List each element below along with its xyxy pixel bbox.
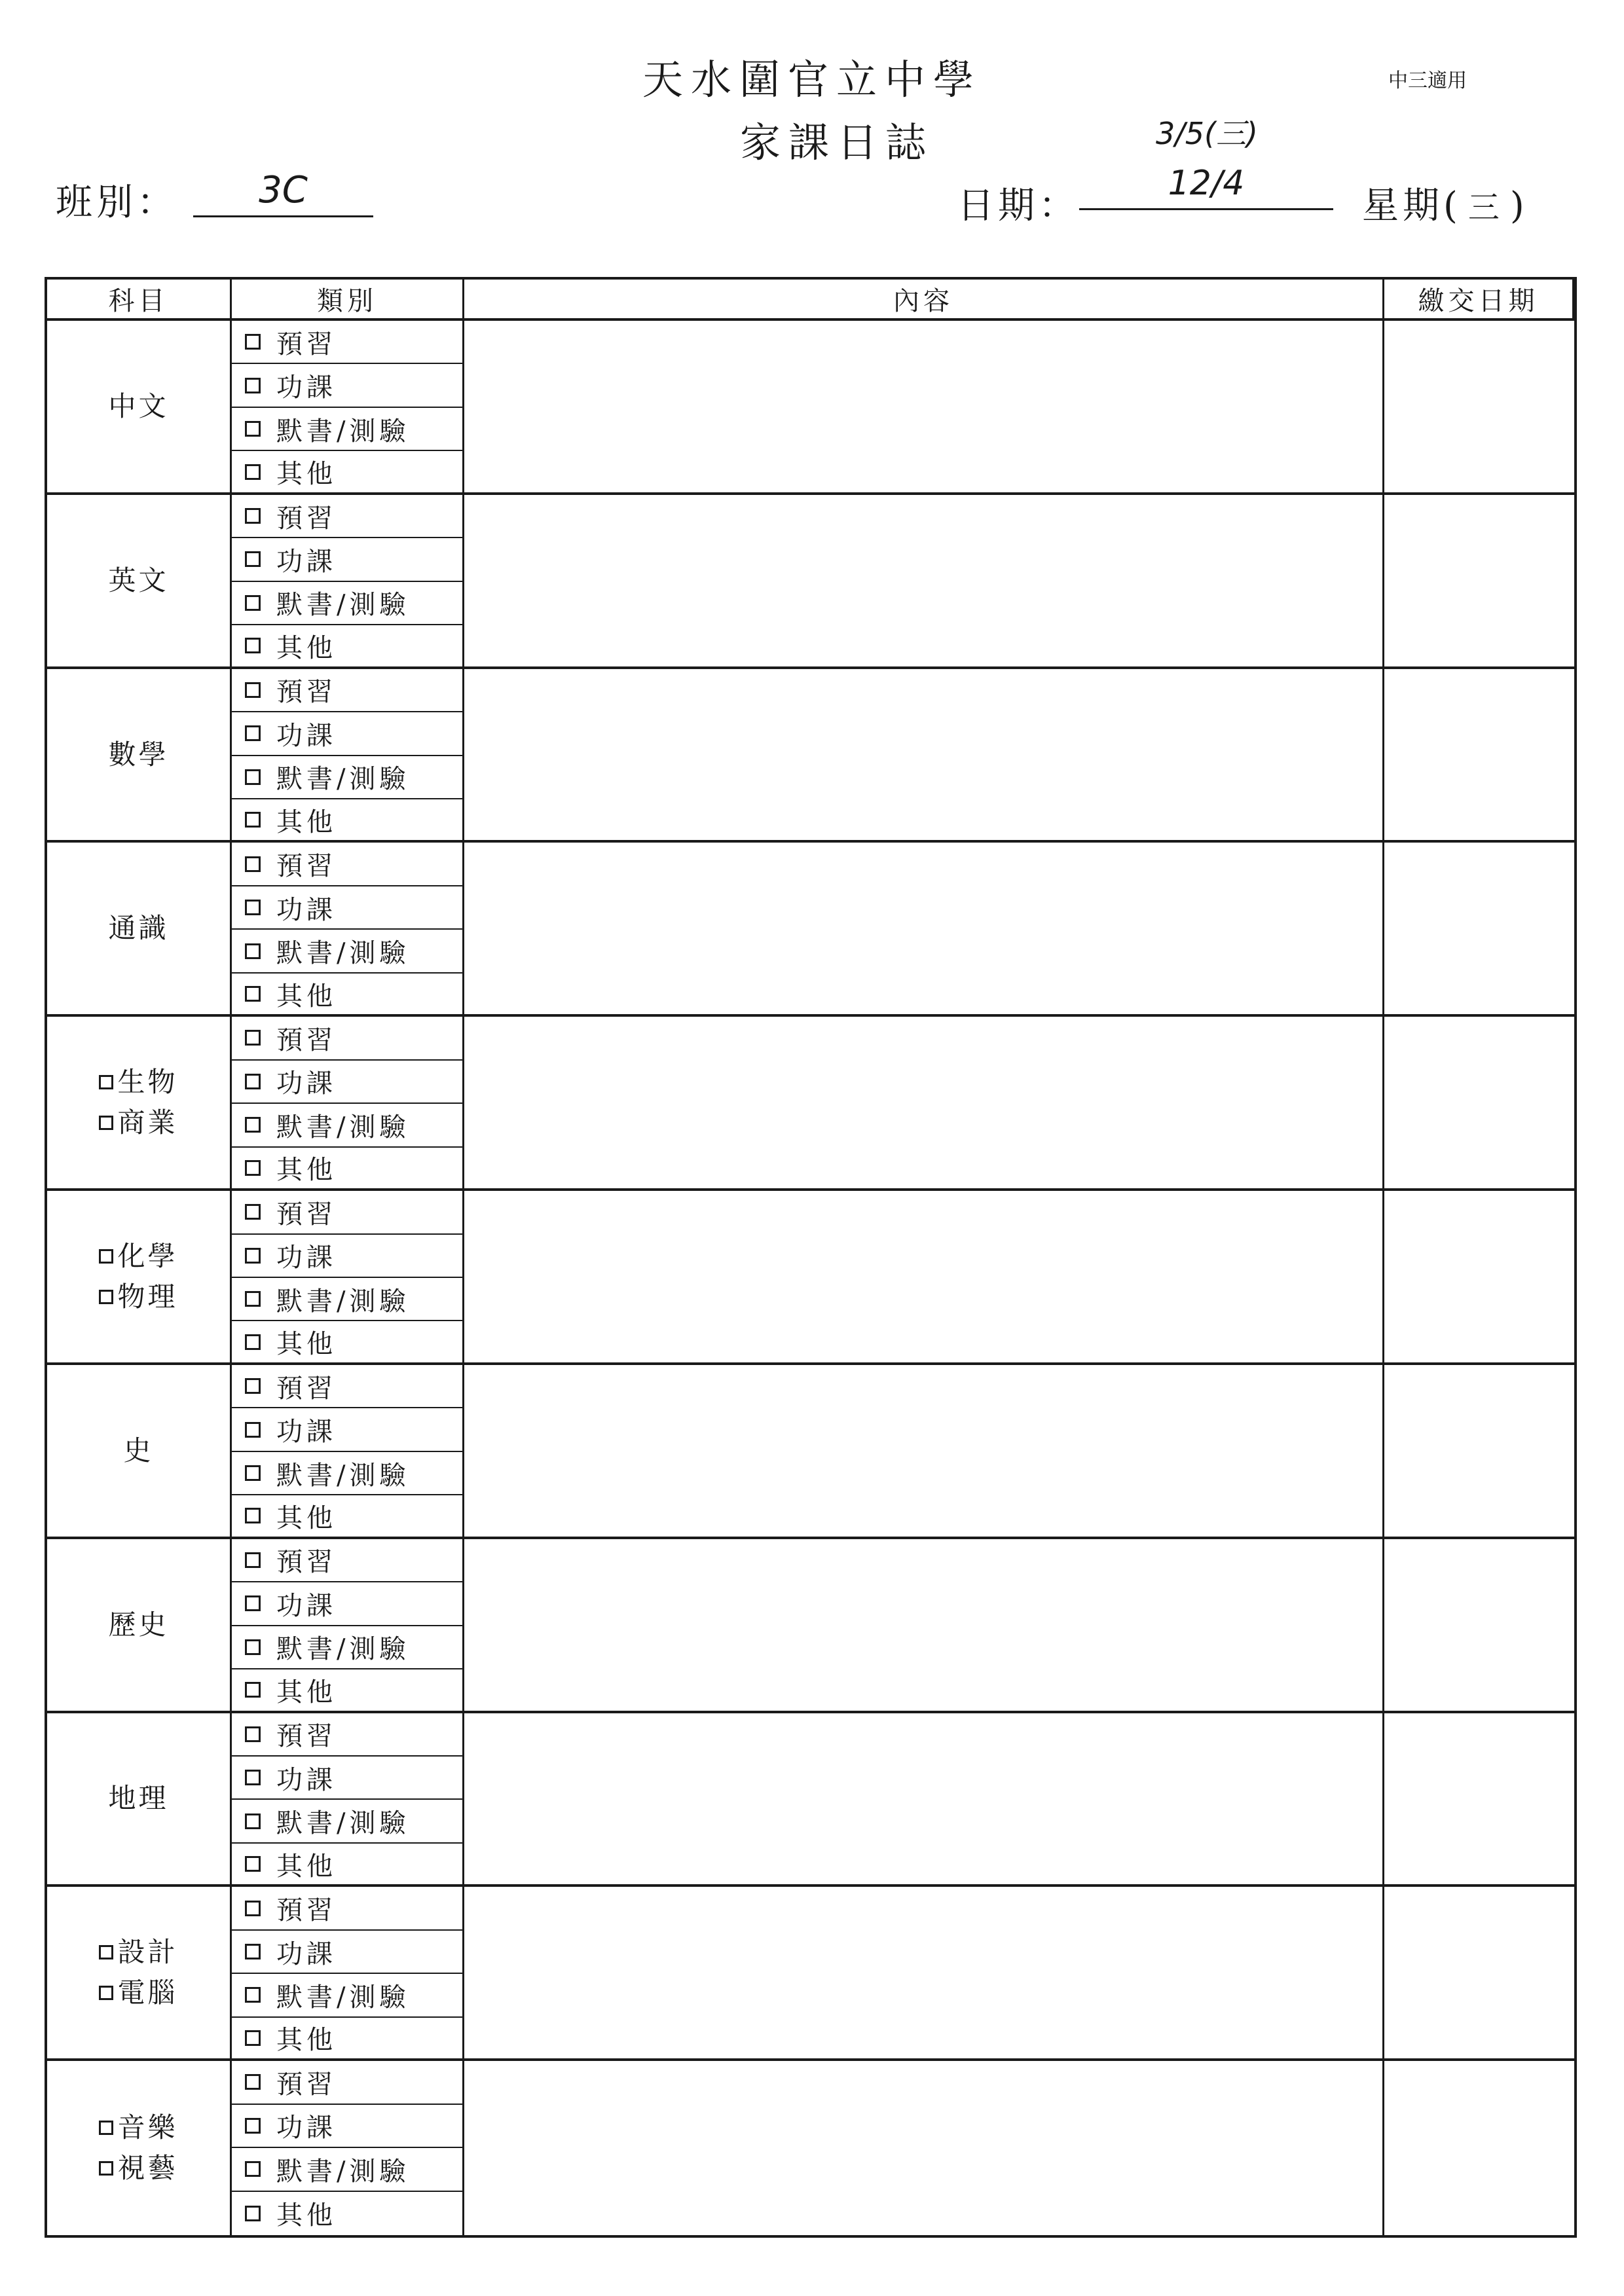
category-option[interactable] <box>232 1669 464 1713</box>
category-option[interactable] <box>232 1974 464 2017</box>
subject-name <box>108 908 168 949</box>
handwritten-date-note: 3/5(三) <box>1156 116 1258 151</box>
category-label: 預習 <box>276 1547 337 1578</box>
subject-cell <box>47 1017 232 1191</box>
checkbox-icon[interactable] <box>245 1160 261 1176</box>
due-date-header: 繳交日期 <box>1384 280 1574 321</box>
subject-cell <box>47 1887 232 2061</box>
checkbox-icon[interactable] <box>245 1552 261 1568</box>
checkbox-icon[interactable] <box>99 1075 113 1089</box>
due-date-cell[interactable] <box>1384 669 1574 843</box>
due-date-cell[interactable] <box>1384 1539 1574 1713</box>
checkbox-icon[interactable] <box>245 725 261 741</box>
due-date-cell[interactable] <box>1384 495 1574 669</box>
checkbox-icon[interactable] <box>99 1986 113 2000</box>
content-header: 內容 <box>464 280 1384 321</box>
checkbox-icon[interactable] <box>245 1595 261 1611</box>
category-label: 功課 <box>276 373 337 403</box>
category-option[interactable] <box>232 669 464 712</box>
checkbox-icon[interactable] <box>245 1987 261 2003</box>
category-label: 默書/測驗 <box>276 1112 410 1142</box>
category-label: 功課 <box>276 2113 337 2143</box>
content-cell[interactable] <box>464 1017 1384 1191</box>
subject-label: 地理 <box>108 1782 169 1815</box>
checkbox-icon[interactable] <box>245 1682 261 1698</box>
content-cell[interactable] <box>464 1191 1384 1365</box>
checkbox-icon[interactable] <box>245 682 261 698</box>
subject-label: 歷史 <box>108 1608 169 1641</box>
category-option[interactable] <box>232 495 464 538</box>
checkbox-icon[interactable] <box>245 1508 261 1523</box>
checkbox-icon[interactable] <box>245 1856 261 1872</box>
category-option[interactable] <box>232 364 464 407</box>
category-option[interactable] <box>232 930 464 973</box>
weekday-field[interactable] <box>1362 177 1528 229</box>
category-label: 預習 <box>276 1721 337 1752</box>
checkbox-icon[interactable] <box>245 421 261 437</box>
category-option[interactable] <box>232 625 464 668</box>
category-label: 功課 <box>276 1590 337 1621</box>
category-option[interactable] <box>232 1104 464 1147</box>
category-label: 功課 <box>276 720 337 751</box>
subject-label: 史 <box>123 1434 154 1467</box>
category-option[interactable] <box>232 451 464 494</box>
category-label: 其他 <box>276 981 337 1011</box>
due-date-cell[interactable] <box>1384 1713 1574 1887</box>
category-option[interactable] <box>232 2148 464 2191</box>
checkbox-icon[interactable] <box>245 1074 261 1089</box>
category-option[interactable] <box>232 1452 464 1495</box>
category-label: 其他 <box>276 807 337 837</box>
category-option[interactable] <box>232 1539 464 1582</box>
content-cell[interactable] <box>464 843 1384 1017</box>
category-label: 其他 <box>276 459 337 490</box>
subject-name <box>108 386 168 427</box>
category-option[interactable] <box>232 582 464 625</box>
category-option[interactable] <box>232 1931 464 1974</box>
class-field[interactable]: 3C <box>193 169 373 217</box>
category-label: 預習 <box>276 677 337 708</box>
checkbox-icon[interactable] <box>99 2161 113 2176</box>
subject-label: 化學 <box>117 1239 178 1272</box>
category-option[interactable] <box>232 843 464 886</box>
checkbox-icon[interactable] <box>245 1901 261 1916</box>
subject-option[interactable] <box>99 1236 177 1277</box>
weekday-label: 星期( <box>1362 185 1462 227</box>
category-option[interactable] <box>232 1235 464 1278</box>
subject-cell <box>47 1191 232 1365</box>
checkbox-icon[interactable] <box>245 2030 261 2046</box>
subject-label: 商業 <box>117 1106 178 1139</box>
content-cell[interactable] <box>464 495 1384 669</box>
class-label: 班別： <box>56 181 177 224</box>
category-option[interactable] <box>232 2061 464 2104</box>
subject-cell <box>47 1539 232 1713</box>
checkbox-icon[interactable] <box>245 334 261 350</box>
checkbox-icon[interactable] <box>245 1422 261 1438</box>
checkbox-icon[interactable] <box>99 1249 113 1264</box>
form-title: 家課日誌 <box>740 118 934 166</box>
category-option[interactable] <box>232 1626 464 1669</box>
due-date-cell[interactable] <box>1384 321 1574 495</box>
subject-label: 視藝 <box>117 2152 178 2185</box>
subject-option[interactable] <box>99 1932 177 1973</box>
checkbox-icon[interactable] <box>245 1944 261 1959</box>
category-label: 預習 <box>276 1199 337 1230</box>
due-date-cell[interactable] <box>1384 1887 1574 2061</box>
checkbox-icon[interactable] <box>245 1117 261 1133</box>
category-label: 功課 <box>276 1417 337 1448</box>
subject-label: 生物 <box>117 1066 178 1099</box>
category-label: 默書/測驗 <box>276 1460 410 1491</box>
category-option[interactable] <box>232 756 464 799</box>
due-date-cell[interactable] <box>1384 843 1574 1017</box>
due-date-cell[interactable] <box>1384 1191 1574 1365</box>
category-option[interactable] <box>232 1844 464 1887</box>
category-label: 其他 <box>276 1503 337 1533</box>
due-date-cell[interactable] <box>1384 1017 1574 1191</box>
subject-option[interactable] <box>99 1062 177 1102</box>
category-option[interactable] <box>232 1495 464 1539</box>
content-cell[interactable] <box>464 1887 1384 2061</box>
checkbox-icon[interactable] <box>245 1030 261 1046</box>
category-label: 默書/測驗 <box>276 1286 410 1317</box>
subject-option[interactable] <box>99 2107 177 2148</box>
category-option[interactable] <box>232 1321 464 1364</box>
date-label: 日期： <box>957 185 1079 227</box>
content-cell[interactable] <box>464 669 1384 843</box>
subject-option[interactable] <box>99 1277 177 1317</box>
checkbox-icon[interactable] <box>99 1945 113 1959</box>
checkbox-icon[interactable] <box>245 1726 261 1742</box>
category-label: 默書/測驗 <box>276 590 410 621</box>
subject-label: 中文 <box>108 390 169 422</box>
category-option[interactable] <box>232 712 464 756</box>
checkbox-icon[interactable] <box>245 1813 261 1829</box>
category-option[interactable] <box>232 1148 464 1191</box>
subject-name <box>108 1605 168 1645</box>
subject-label: 數學 <box>108 738 169 771</box>
subject-cell <box>47 321 232 495</box>
checkbox-icon[interactable] <box>245 2206 261 2221</box>
checkbox-icon[interactable] <box>245 943 261 959</box>
category-label: 功課 <box>276 1939 337 1969</box>
category-option[interactable] <box>232 2018 464 2061</box>
checkbox-icon[interactable] <box>245 856 261 872</box>
category-label: 預習 <box>276 1025 337 1055</box>
content-cell[interactable] <box>464 321 1384 495</box>
checkbox-icon[interactable] <box>245 1770 261 1785</box>
checkbox-icon[interactable] <box>99 2121 113 2135</box>
subject-cell <box>47 1365 232 1539</box>
category-label: 默書/測驗 <box>276 416 410 446</box>
category-label: 默書/測驗 <box>276 764 410 795</box>
category-option[interactable] <box>232 538 464 581</box>
homework-table <box>45 277 1577 2238</box>
category-option[interactable] <box>232 408 464 451</box>
weekday-value: 三 <box>1467 189 1504 226</box>
checkbox-icon[interactable] <box>245 1248 261 1264</box>
subject-option[interactable] <box>99 1102 177 1143</box>
category-label: 默書/測驗 <box>276 938 410 969</box>
category-label: 功課 <box>276 1243 337 1273</box>
category-option[interactable] <box>232 886 464 930</box>
category-option[interactable] <box>232 1365 464 1408</box>
category-label: 默書/測驗 <box>276 2156 410 2187</box>
checkbox-icon[interactable] <box>245 464 261 480</box>
content-cell[interactable] <box>464 1539 1384 1713</box>
category-option[interactable] <box>232 321 464 364</box>
category-option[interactable] <box>232 1757 464 1800</box>
category-option[interactable] <box>232 799 464 843</box>
checkbox-icon[interactable] <box>245 378 261 393</box>
subject-cell <box>47 2061 232 2235</box>
subject-name <box>108 1778 168 1819</box>
category-header: 類別 <box>232 280 464 321</box>
category-option[interactable] <box>232 1408 464 1451</box>
category-label: 預習 <box>276 1895 337 1926</box>
subject-header: 科目 <box>47 280 232 321</box>
subject-label: 物理 <box>117 1280 178 1313</box>
category-option[interactable] <box>232 2105 464 2148</box>
category-label: 其他 <box>276 2025 337 2056</box>
category-label: 預習 <box>276 2069 337 2100</box>
checkbox-icon[interactable] <box>245 1291 261 1307</box>
category-option[interactable] <box>232 1582 464 1626</box>
content-cell[interactable] <box>464 2061 1384 2235</box>
category-label: 其他 <box>276 1677 337 1707</box>
checkbox-icon[interactable] <box>245 638 261 653</box>
checkbox-icon[interactable] <box>245 1465 261 1481</box>
checkbox-icon[interactable] <box>245 1334 261 1350</box>
category-option[interactable] <box>232 1061 464 1104</box>
subject-label: 設計 <box>117 1936 178 1969</box>
category-label: 預習 <box>276 503 337 534</box>
checkbox-icon[interactable] <box>245 551 261 567</box>
checkbox-icon[interactable] <box>245 769 261 785</box>
category-option[interactable] <box>232 1191 464 1234</box>
due-date-cell[interactable] <box>1384 2061 1574 2235</box>
checkbox-icon[interactable] <box>245 1639 261 1655</box>
checkbox-icon[interactable] <box>245 900 261 915</box>
category-label: 其他 <box>276 632 337 663</box>
category-option[interactable] <box>232 974 464 1017</box>
category-option[interactable] <box>232 2192 464 2235</box>
category-label: 其他 <box>276 1155 337 1186</box>
subject-cell <box>47 495 232 669</box>
checkbox-icon[interactable] <box>245 595 261 611</box>
checkbox-icon[interactable] <box>245 812 261 828</box>
subject-name <box>108 735 168 775</box>
category-label: 默書/測驗 <box>276 1634 410 1665</box>
category-label: 功課 <box>276 1068 337 1099</box>
scope-note: 中三適用 <box>1388 69 1467 92</box>
subject-cell <box>47 843 232 1017</box>
category-label: 其他 <box>276 2200 337 2231</box>
category-label: 功課 <box>276 546 337 577</box>
category-option[interactable] <box>232 1887 464 1930</box>
date-field[interactable]: 12/4 <box>1079 164 1333 210</box>
subject-label: 音樂 <box>117 2111 178 2144</box>
checkbox-icon[interactable] <box>99 1116 113 1130</box>
category-label: 其他 <box>276 1329 337 1360</box>
category-label: 默書/測驗 <box>276 1808 410 1839</box>
weekday-close: ) <box>1509 185 1528 227</box>
category-option[interactable] <box>232 1800 464 1843</box>
checkbox-icon[interactable] <box>99 1290 113 1304</box>
checkbox-icon[interactable] <box>245 1378 261 1394</box>
category-label: 功課 <box>276 1764 337 1795</box>
subject-label: 通識 <box>108 912 169 945</box>
category-label: 默書/測驗 <box>276 1982 410 2013</box>
subject-cell <box>47 669 232 843</box>
subject-name <box>123 1430 153 1471</box>
category-label: 其他 <box>276 1851 337 1882</box>
due-date-cell[interactable] <box>1384 1365 1574 1539</box>
subject-label: 英文 <box>108 564 169 596</box>
subject-option[interactable] <box>99 2148 177 2189</box>
subject-label: 電腦 <box>117 1977 178 2009</box>
category-option[interactable] <box>232 1278 464 1321</box>
subject-option[interactable] <box>99 1973 177 2013</box>
content-cell[interactable] <box>464 1713 1384 1887</box>
subject-name <box>108 560 168 601</box>
checkbox-icon[interactable] <box>245 1204 261 1220</box>
category-label: 預習 <box>276 851 337 882</box>
category-label: 預習 <box>276 329 337 359</box>
category-option[interactable] <box>232 1017 464 1060</box>
checkbox-icon[interactable] <box>245 986 261 1002</box>
content-cell[interactable] <box>464 1365 1384 1539</box>
checkbox-icon[interactable] <box>245 2161 261 2177</box>
school-name: 天水圍官立中學 <box>642 56 982 103</box>
checkbox-icon[interactable] <box>245 2074 261 2090</box>
subject-cell <box>47 1713 232 1887</box>
category-option[interactable] <box>232 1713 464 1757</box>
checkbox-icon[interactable] <box>245 508 261 524</box>
checkbox-icon[interactable] <box>245 2118 261 2134</box>
category-label: 功課 <box>276 894 337 925</box>
category-label: 預習 <box>276 1373 337 1404</box>
